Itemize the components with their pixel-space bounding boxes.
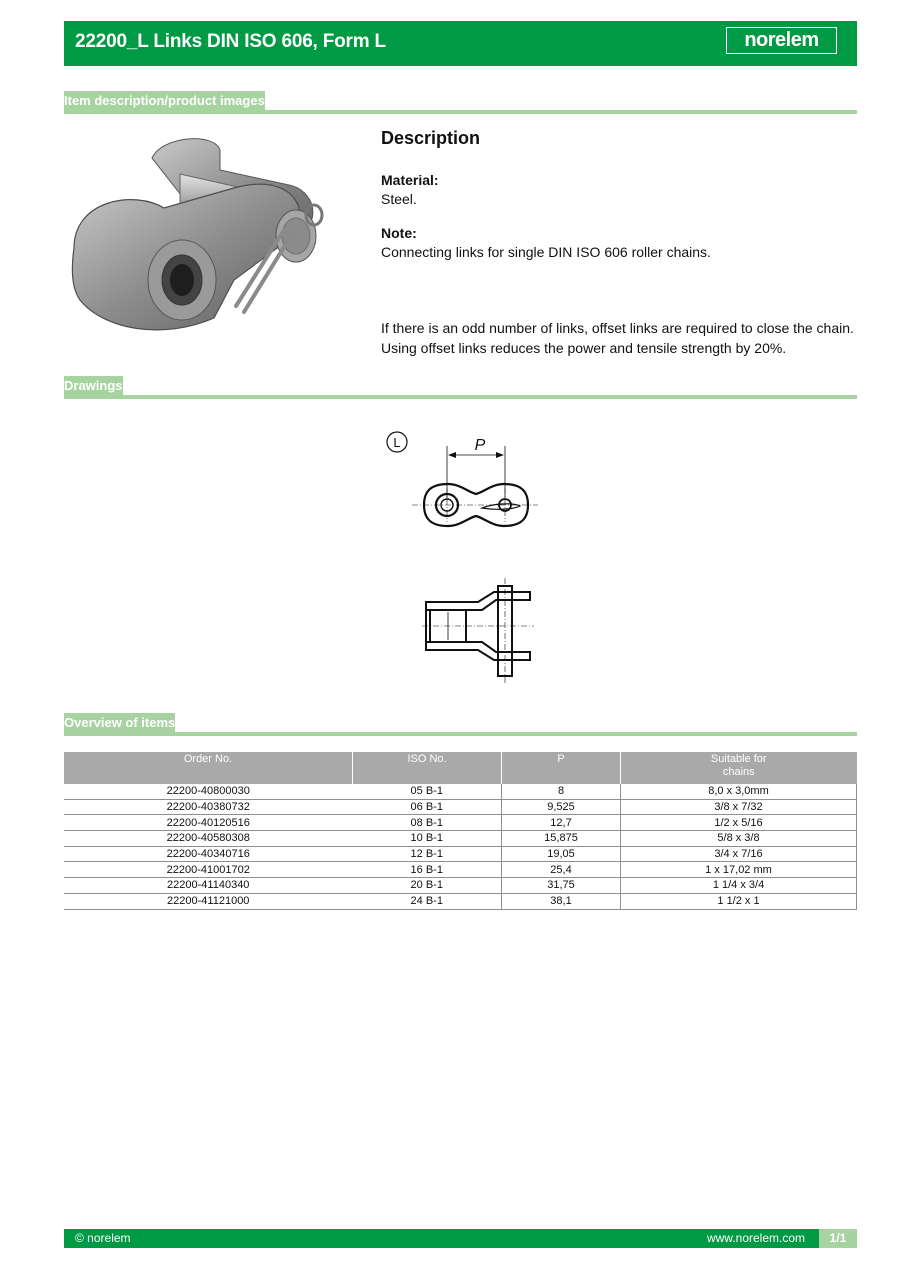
- section-divider: [64, 732, 857, 736]
- product-image: [64, 130, 326, 334]
- table-row: [64, 799, 857, 815]
- suitable-for-cell: 8,0 x 3,0mm: [621, 784, 857, 799]
- suitable-for-cell: 3/8 x 7/32: [621, 799, 857, 815]
- page-number: 1/1: [819, 1229, 857, 1248]
- iso-no-cell: 06 B-1: [353, 799, 502, 815]
- section-label-drawings: Drawings: [64, 376, 123, 396]
- items-table: [64, 752, 857, 910]
- dimension-label: P: [474, 437, 486, 454]
- suitable-for-cell: 1 x 17,02 mm: [621, 862, 857, 878]
- column-header-iso-no: ISO No.: [353, 752, 502, 784]
- suitable-for-cell: 3/4 x 7/16: [621, 846, 857, 862]
- p-cell: 19,05: [502, 846, 621, 862]
- section-label-item-description: Item description/product images: [64, 91, 265, 111]
- p-cell: 31,75: [502, 878, 621, 894]
- table-row: [64, 893, 857, 909]
- column-header-order-no: Order No.: [64, 752, 353, 784]
- page-footer: [64, 1229, 857, 1248]
- section-divider: [64, 395, 857, 399]
- offset-links-note: If there is an odd number of links, offset links are required to close the chain. Using offset links reduces the power and tensile strength by 20%.: [381, 320, 854, 356]
- material-value: Steel.: [381, 191, 417, 207]
- column-header-suitable-for-chains: Suitable for chains: [621, 752, 857, 784]
- order-no-cell: 22200-40120516: [64, 815, 353, 831]
- order-no-cell: 22200-40380732: [64, 799, 353, 815]
- p-cell: 38,1: [502, 893, 621, 909]
- technical-drawing: [382, 426, 542, 696]
- table-row: [64, 846, 857, 862]
- suitable-for-cell: 5/8 x 3/8: [621, 831, 857, 847]
- copyright-text: © norelem: [75, 1231, 131, 1245]
- iso-no-cell: 24 B-1: [353, 893, 502, 909]
- section-label-overview: Overview of items: [64, 713, 175, 733]
- iso-no-cell: 10 B-1: [353, 831, 502, 847]
- iso-no-cell: 12 B-1: [353, 846, 502, 862]
- order-no-cell: 22200-40580308: [64, 831, 353, 847]
- suitable-for-cell: 1/2 x 5/16: [621, 815, 857, 831]
- p-cell: 8: [502, 784, 621, 799]
- table-row: [64, 831, 857, 847]
- p-cell: 15,875: [502, 831, 621, 847]
- page-header: [64, 21, 857, 66]
- norelem-logo[interactable]: norelem: [726, 27, 837, 54]
- order-no-cell: 22200-41001702: [64, 862, 353, 878]
- table-row: [64, 784, 857, 799]
- note-label: Note:: [381, 225, 417, 241]
- table-header-row: [64, 752, 857, 784]
- order-no-cell: 22200-41140340: [64, 878, 353, 894]
- p-cell: 9,525: [502, 799, 621, 815]
- iso-no-cell: 08 B-1: [353, 815, 502, 831]
- description-title: Description: [381, 128, 481, 148]
- p-cell: 25,4: [502, 862, 621, 878]
- suitable-for-cell: 1 1/2 x 1: [621, 893, 857, 909]
- p-cell: 12,7: [502, 815, 621, 831]
- table-row: [64, 878, 857, 894]
- form-letter: L: [393, 435, 401, 450]
- column-header-p: P: [502, 752, 621, 784]
- note-value: Connecting links for single DIN ISO 606 roller chains.: [381, 244, 711, 260]
- order-no-cell: 22200-40800030: [64, 784, 353, 799]
- website-link[interactable]: www.norelem.com: [706, 1231, 805, 1245]
- table-row: [64, 815, 857, 831]
- page-title: 22200_L Links DIN ISO 606, Form L: [75, 31, 386, 52]
- table-row: [64, 862, 857, 878]
- material-label: Material:: [381, 172, 439, 188]
- suitable-for-cell: 1 1/4 x 3/4: [621, 878, 857, 894]
- iso-no-cell: 20 B-1: [353, 878, 502, 894]
- order-no-cell: 22200-40340716: [64, 846, 353, 862]
- order-no-cell: 22200-41121000: [64, 893, 353, 909]
- iso-no-cell: 05 B-1: [353, 784, 502, 799]
- iso-no-cell: 16 B-1: [353, 862, 502, 878]
